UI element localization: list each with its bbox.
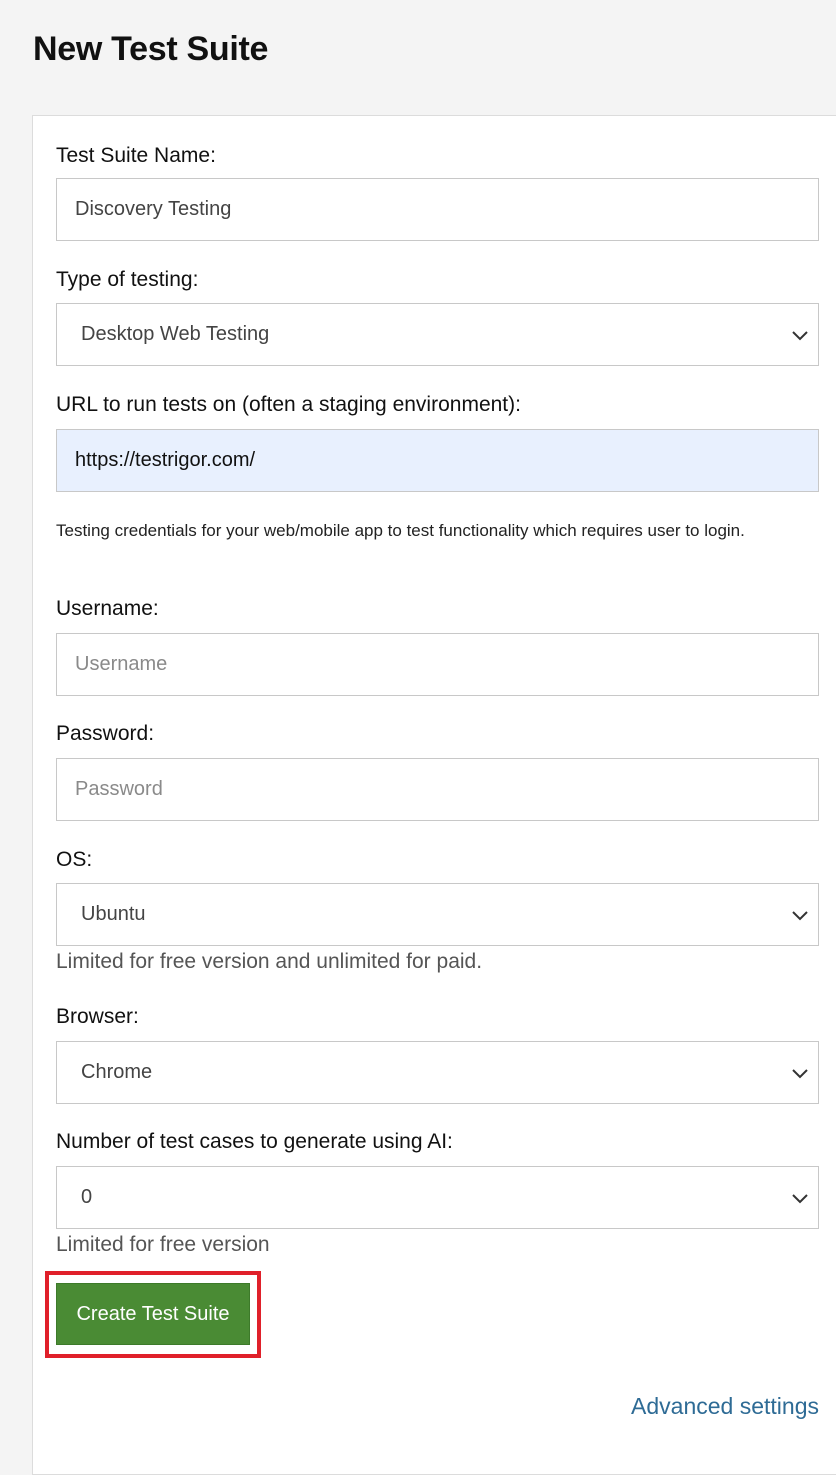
url-label: URL to run tests on (often a staging environment): bbox=[56, 393, 521, 416]
suite-name-input[interactable] bbox=[56, 178, 819, 241]
ai-cases-note: Limited for free version bbox=[56, 1233, 270, 1256]
os-note: Limited for free version and unlimited for paid. bbox=[56, 950, 483, 973]
password-placeholder: Password bbox=[75, 778, 163, 800]
advanced-settings-link[interactable]: Advanced settings bbox=[631, 1393, 819, 1419]
ai-cases-select[interactable] bbox=[56, 1166, 819, 1229]
chevron-down-icon bbox=[790, 325, 810, 345]
username-placeholder: Username bbox=[75, 653, 168, 675]
browser-value: Chrome bbox=[81, 1061, 153, 1083]
page-title: New Test Suite bbox=[33, 30, 269, 68]
form-panel bbox=[32, 115, 836, 1475]
username-label: Username: bbox=[56, 597, 159, 620]
testing-type-label: Type of testing: bbox=[56, 268, 199, 291]
chevron-down-icon bbox=[790, 1063, 810, 1083]
credentials-help-text: Testing credentials for your web/mobile app to test functionality which requires user to login. bbox=[56, 521, 745, 540]
browser-select[interactable] bbox=[56, 1041, 819, 1104]
suite-name-value: Discovery Testing bbox=[75, 198, 232, 220]
ai-cases-label: Number of test cases to generate using AI: bbox=[56, 1130, 453, 1153]
url-value: https://testrigor.com/ bbox=[75, 449, 256, 471]
browser-label: Browser: bbox=[56, 1005, 139, 1028]
ai-cases-value: 0 bbox=[81, 1186, 93, 1208]
os-value: Ubuntu bbox=[81, 903, 146, 925]
chevron-down-icon bbox=[790, 905, 810, 925]
testing-type-value: Desktop Web Testing bbox=[81, 323, 270, 345]
username-input[interactable] bbox=[56, 633, 819, 696]
testing-type-select[interactable] bbox=[56, 303, 819, 366]
password-label: Password: bbox=[56, 722, 155, 745]
os-label: OS: bbox=[56, 848, 93, 871]
password-input[interactable] bbox=[56, 758, 819, 821]
suite-name-label: Test Suite Name: bbox=[56, 144, 216, 167]
os-select[interactable] bbox=[56, 883, 819, 946]
create-test-suite-button[interactable]: Create Test Suite bbox=[56, 1283, 250, 1345]
url-input[interactable] bbox=[56, 429, 819, 492]
chevron-down-icon bbox=[790, 1188, 810, 1208]
